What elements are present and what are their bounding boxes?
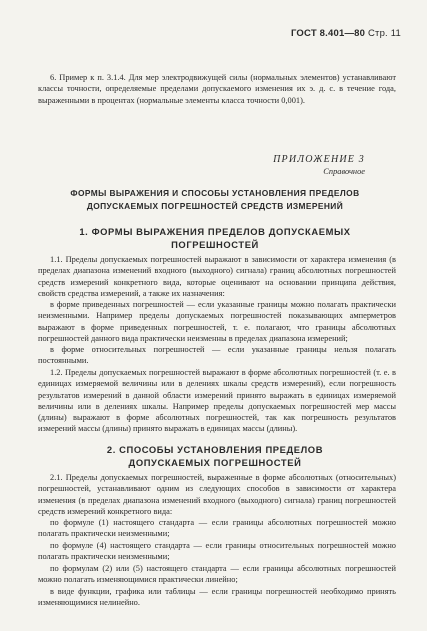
section-2-title-line-2: ДОПУСКАЕМЫХ ПОГРЕШНОСТЕЙ (128, 457, 302, 468)
paragraph-1-1-b: в форме относительных погрешностей — если указанные границы нельзя полагать постоянными. (38, 345, 396, 366)
paragraph-2-1-b: по формуле (4) настоящего стандарта — если границы относительных погрешностей можно полагать практически неизменными; (38, 541, 396, 562)
paragraph-1-2: 1.2. Пределы допускаемых погрешностей выражают в форме абсолютных погрешностей (т. е. в единицах измеряемой величины или в делениях шкалы средств измерений), если погрешность результатов измерений в данной области измерений принято выражать в единицах измеряемой величины или в делениях шкалы. Например пределы допускаемых погрешностей мер массы (длины) выражают в форме абсолютных погрешностей, так как погрешность результатов измерений массы (длины) принято выражать в единицах массы (длины). (38, 368, 396, 434)
main-title (30, 187, 400, 213)
appendix-subtitle: Справочное (323, 167, 365, 176)
appendix-title: ПРИЛОЖЕНИЕ 3 (273, 154, 365, 165)
appendix-label (273, 154, 365, 176)
section-1-title (30, 225, 400, 251)
paragraph-2-1: 2.1. Пределы допускаемых погрешностей, выраженные в форме абсолютных (относительных) погрешностей, устанавливают одним из следующих способов в зависимости от характера изменения (в пределах диапазона изменений входного (выходного) сигнала) границ погрешностей средств измерений конкретного вида: (38, 473, 396, 516)
paragraph-1-1: 1.1. Пределы допускаемых погрешностей выражают в зависимости от характера изменения (в пределах диапазона изменений входного (выходного) сигнала) границ абсолютных погрешностей средств измерений конкретного вида, которые оценивают на основании принципа действия, свойств средства измерений, а также их назначения: (38, 255, 396, 298)
main-title-line-1: ФОРМЫ ВЫРАЖЕНИЯ И СПОСОБЫ УСТАНОВЛЕНИЯ ПРЕДЕЛОВ (70, 188, 360, 198)
section-2-title (30, 443, 400, 469)
section-2-title-line-1: 2. СПОСОБЫ УСТАНОВЛЕНИЯ ПРЕДЕЛОВ (106, 444, 324, 455)
paragraph-example-6: 6. Пример к п. 3.1.4. Для мер электродвижущей силы (нормальных элементов) устанавливают классы точности, определяемые пределами допускаемого изменения их э. д. с. в течение года, выраженными в процентах (нормальные элементы класса точности 0,001). (38, 73, 396, 105)
paragraph-1-1-a: в форме приведенных погрешностей — если указанные границы можно полагать практически неизменными. Например пределы допускаемых погрешностей показывающих амперметров выражают в форме приведенных погрешностей, т. е. полагают, что границы абсолютных погрешностей данного вида практически неизменны в пределах диапазона измерений; (38, 300, 396, 343)
paragraph-2-1-d: в виде функции, графика или таблицы — если границы погрешностей необходимо принять изменяющимися нелинейно. (38, 587, 396, 608)
standard-number: ГОСТ 8.401—80 (290, 28, 366, 39)
page-header (291, 28, 401, 39)
section-1-title-line-2: ПОГРЕШНОСТЕЙ (171, 239, 259, 250)
page-number: Стр. 11 (367, 28, 401, 39)
main-title-line-2: ДОПУСКАЕМЫХ ПОГРЕШНОСТЕЙ СРЕДСТВ ИЗМЕРЕНИЙ (86, 201, 344, 211)
paragraph-2-1-a: по формуле (1) настоящего стандарта — если границы абсолютных погрешностей можно полагать практически неизменными; (38, 518, 396, 539)
section-1-title-line-1: 1. ФОРМЫ ВЫРАЖЕНИЯ ПРЕДЕЛОВ ДОПУСКАЕМЫХ (79, 226, 351, 237)
paragraph-2-1-c: по формулам (2) или (5) настоящего стандарта — если границы абсолютных погрешностей можно полагать изменяющимися практически линейно; (38, 564, 396, 585)
